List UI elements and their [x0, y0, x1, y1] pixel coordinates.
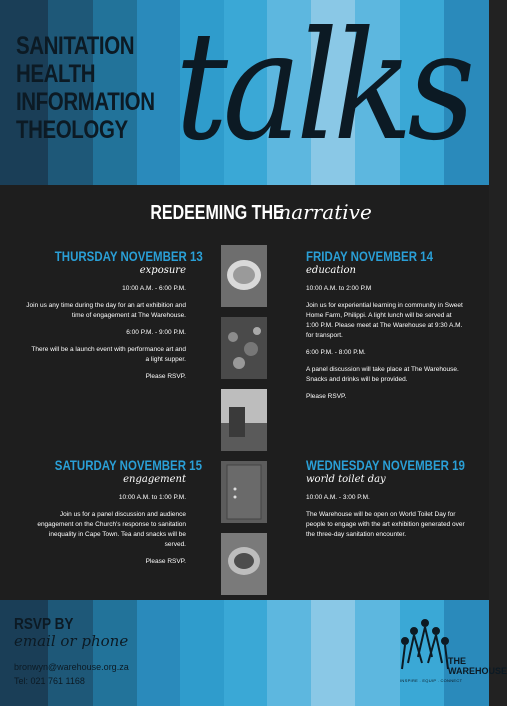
logo-name	[448, 656, 507, 676]
rsvp-phone: Tel: 021 761 1168	[14, 676, 85, 686]
stripe	[224, 600, 267, 706]
rsvp-title: RSVP BY	[14, 616, 74, 633]
warehouse-logo	[398, 617, 507, 683]
event-wednesday	[306, 457, 466, 547]
event-theme: engagement	[123, 474, 186, 485]
headline-script: narrative	[278, 200, 372, 224]
rubble-photo	[221, 317, 267, 379]
event-time: 6:00 P.M. - 9:00 P.M.	[126, 329, 186, 336]
event-theme: education	[306, 265, 356, 276]
stripe	[180, 600, 224, 706]
stripe	[267, 600, 311, 706]
event-description: The Warehouse will be open on World Toilet Day for people to engage with the art exhibition generated over the three-day sanitation encounter.	[306, 511, 465, 538]
bucket-photo	[221, 533, 267, 595]
topic-keywords	[16, 32, 185, 144]
event-description: Join us for a panel discussion and audience engagement on the Church's response to sanitation inequality in Cape Town. Tea and snacks will be served.	[37, 511, 186, 548]
event-friday	[306, 248, 466, 409]
toilet-bowl-photo	[221, 245, 267, 307]
event-thursday	[26, 248, 203, 389]
photo-column	[221, 245, 267, 605]
event-description: Join us for experiential learning in community in Sweet Home Farm, Philippi. A light lunch will be served at 1:00 P.M. Please meet at The Warehouse at 9:30 A.M. for transport.	[306, 302, 463, 339]
event-time: 10:00 A.M. - 3:00 P.M.	[306, 494, 370, 501]
talks-script-title	[175, 0, 475, 180]
event-rsvp-note: Please RSVP.	[145, 558, 186, 565]
event-day: FRIDAY NOVEMBER 14	[306, 248, 433, 264]
event-time: 10:00 A.M. to 1:00 P.M.	[118, 494, 186, 501]
keyword-information: INFORMATION	[16, 88, 155, 116]
event-rsvp-note: Please RSVP.	[306, 393, 347, 400]
event-time: 10:00 A.M. to 2:00 P.M	[306, 285, 372, 292]
stripe	[137, 600, 180, 706]
event-description: A panel discussion will take place at The Warehouse. Snacks and drinks will be provided.	[306, 366, 459, 383]
headline-plain: REDEEMING THE	[150, 202, 284, 224]
event-rsvp-note: Please RSVP.	[145, 373, 186, 380]
keyword-sanitation: SANITATION	[16, 32, 135, 60]
event-time: 10:00 A.M. - 6:00 P.M.	[122, 285, 186, 292]
keyword-theology: THEOLOGY	[16, 116, 128, 144]
keyword-health: HEALTH	[16, 60, 96, 88]
event-theme: exposure	[139, 265, 186, 276]
event-saturday	[26, 457, 202, 574]
stripe	[311, 600, 355, 706]
event-day: THURSDAY NOVEMBER 13	[54, 248, 203, 264]
event-theme: world toilet day	[306, 474, 386, 485]
logo-tagline: INSPIRE . EQUIP . CONNECT	[400, 678, 463, 683]
rsvp-method: email or phone	[14, 632, 129, 650]
event-description: Join us any time during the day for an art exhibition and time of engagement at The Warehouse.	[26, 302, 186, 319]
event-description: There will be a launch event with performance art and a light supper.	[31, 346, 186, 363]
logo-name-line1: THE	[448, 656, 466, 666]
door-photo	[221, 461, 267, 523]
logo-name-line2: WAREHOUSE	[448, 666, 507, 676]
event-time: 6:00 P.M. - 8:00 P.M.	[306, 349, 366, 356]
outdoor-toilet-photo	[221, 389, 267, 451]
people-logo-icon	[398, 617, 452, 679]
event-day: SATURDAY NOVEMBER 15	[54, 457, 202, 473]
rsvp-email-link[interactable]: bronwyn@warehouse.org.za	[14, 662, 129, 672]
page-headline	[0, 200, 489, 225]
rsvp-block	[14, 616, 129, 688]
event-day: WEDNESDAY NOVEMBER 19	[306, 457, 465, 473]
talks-title-text: talks	[175, 0, 471, 174]
stripe	[355, 600, 400, 706]
